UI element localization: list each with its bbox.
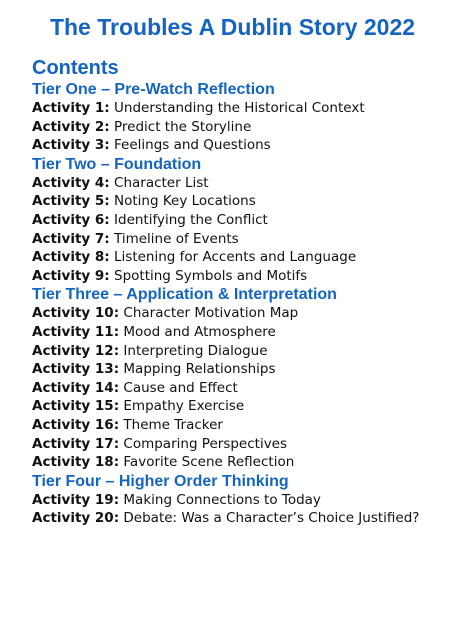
activity-title: Making Connections to Today	[123, 491, 321, 508]
activity-label: Activity 4:	[32, 174, 110, 191]
activity-label: Activity 9:	[32, 267, 110, 284]
activity-item	[32, 397, 452, 416]
activity-item	[32, 230, 452, 249]
activity-label: Activity 2:	[32, 118, 110, 135]
activity-item	[32, 323, 452, 342]
activity-label: Activity 18:	[32, 454, 120, 471]
activity-item	[32, 118, 452, 137]
activity-label: Activity 14:	[32, 379, 120, 396]
activity-item	[32, 360, 452, 379]
activity-label: Activity 8:	[32, 249, 110, 266]
activity-item	[32, 174, 452, 193]
activity-label: Activity 12:	[32, 342, 120, 359]
activity-item	[32, 267, 452, 286]
activity-label: Activity 1:	[32, 100, 110, 116]
tier-heading: Tier Two – Foundation	[32, 155, 202, 173]
activity-label: Activity 6:	[32, 211, 110, 228]
activity-label: Activity 15:	[32, 398, 120, 415]
activity-title: Theme Tracker	[123, 416, 223, 433]
activity-title: Favorite Scene Reflection	[123, 454, 295, 471]
activity-title: Timeline of Events	[114, 230, 239, 247]
activity-item	[32, 416, 452, 435]
activity-label: Activity 7:	[32, 230, 110, 247]
activity-title: Character List	[114, 174, 209, 191]
activity-title: Mood and Atmosphere	[123, 323, 276, 340]
activity-label: Activity 5:	[32, 193, 110, 210]
document-title: The Troubles A Dublin Story 2022	[49, 14, 416, 40]
activity-title: Debate: Was a Character’s Choice Justified?	[123, 510, 420, 527]
activity-title: Cause and Effect	[123, 379, 238, 396]
activity-title: Spotting Symbols and Motifs	[114, 267, 308, 284]
activity-label: Activity 11:	[32, 323, 120, 340]
tier-heading: Tier Three – Application & Interpretation	[32, 286, 337, 304]
activity-label: Activity 3:	[32, 137, 110, 154]
activity-title: Noting Key Locations	[114, 193, 256, 210]
activity-item	[32, 342, 452, 361]
activity-item	[32, 248, 452, 267]
activity-item	[32, 192, 452, 211]
activity-title: Feelings and Questions	[114, 137, 271, 154]
activity-label: Activity 16:	[32, 416, 120, 433]
tier-heading: Tier One – Pre-Watch Reflection	[32, 81, 275, 98]
activity-label: Activity 19:	[32, 491, 120, 508]
activity-item	[32, 435, 452, 454]
activity-item	[32, 211, 452, 230]
contents-heading: Contents	[32, 57, 119, 79]
activity-item	[32, 304, 452, 323]
activity-title: Listening for Accents and Language	[114, 249, 357, 266]
activity-item	[32, 453, 452, 472]
activity-title: Empathy Exercise	[123, 398, 245, 415]
activity-item	[32, 379, 452, 398]
activity-label: Activity 17:	[32, 435, 120, 452]
activity-item	[32, 136, 452, 155]
activity-item	[32, 99, 452, 118]
activity-label: Activity 10:	[32, 305, 120, 322]
activity-title: Identifying the Conflict	[114, 211, 268, 228]
activity-label: Activity 20:	[32, 510, 120, 527]
activity-item	[32, 509, 432, 528]
activity-title: Comparing Perspectives	[123, 435, 288, 452]
activity-title: Character Motivation Map	[123, 305, 299, 322]
activity-title: Predict the Storyline	[114, 118, 252, 135]
activity-title: Understanding the Historical Context	[114, 100, 365, 116]
activity-title: Mapping Relationships	[123, 361, 276, 378]
activity-title: Interpreting Dialogue	[123, 342, 268, 359]
tier-heading: Tier Four – Higher Order Thinking	[32, 472, 289, 490]
activity-label: Activity 13:	[32, 361, 120, 378]
table-of-contents	[32, 80, 452, 528]
activity-item	[32, 491, 452, 510]
